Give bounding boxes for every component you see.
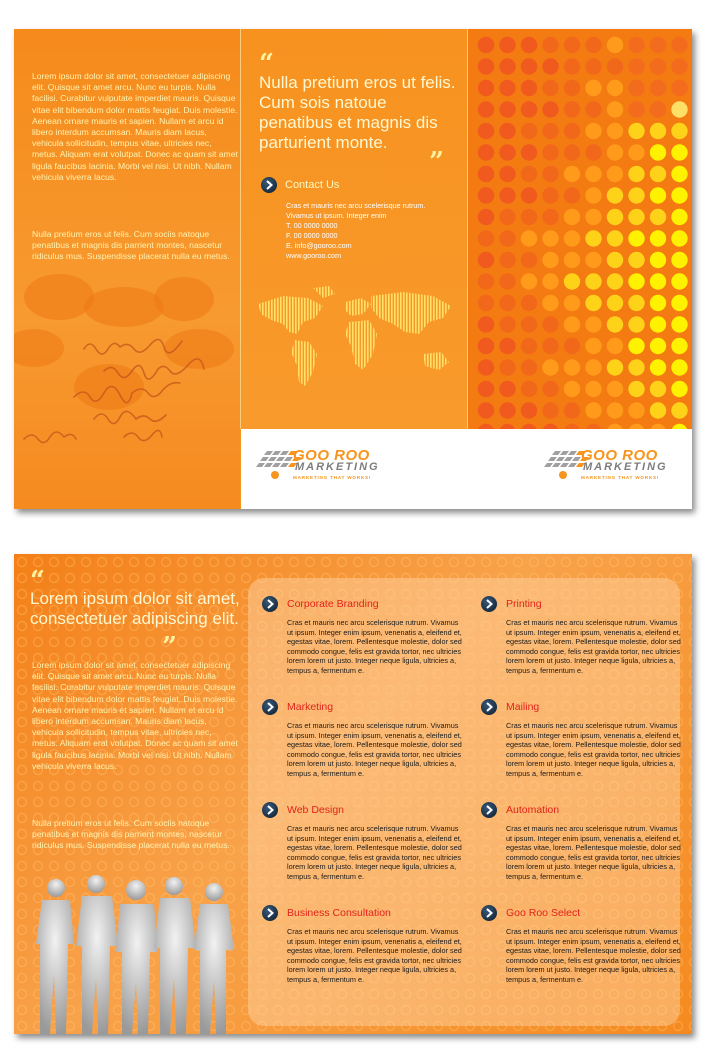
email-address: E. info@gooroo.com [286, 241, 352, 250]
decor-dot [521, 273, 537, 289]
decor-dot [585, 338, 601, 354]
decor-dot [478, 338, 494, 354]
decor-dot [628, 166, 644, 182]
decor-dot [585, 144, 601, 160]
service-title: Business Consultation [287, 907, 391, 919]
decor-dot [478, 187, 494, 203]
decor-dot [478, 230, 494, 246]
contact-details [286, 201, 466, 261]
service-description: Cras et mauris nec arcu scelerisque rutrum. Vivamus ut ipsum. Integer enim ipsum, venenatis a, eleifend et, egestas vitae, lorem. Pellentesque molestie, dolor sed commodo congue, felis est gravida tortor, nec ultricies lorem lorem ut justo. Integer neque ligula, ultricies a, tempus a, fermentum e. [287, 618, 462, 675]
decor-dot [521, 37, 537, 53]
decor-dot [607, 209, 623, 225]
decor-dot [521, 80, 537, 96]
decor-dot [564, 252, 580, 268]
decor-dot [585, 37, 601, 53]
website-url: www.gooroo.com [286, 251, 342, 260]
decor-dot [564, 359, 580, 375]
decor-dot [607, 273, 623, 289]
decor-dot [585, 316, 601, 332]
decor-dot [499, 187, 515, 203]
decor-dot [564, 316, 580, 332]
decor-dot [521, 166, 537, 182]
decor-dot [478, 252, 494, 268]
decor-dot [671, 295, 687, 311]
decor-dot [650, 101, 666, 117]
phone-number: T. 00 0000 0000 [286, 221, 338, 230]
decor-dot [542, 37, 558, 53]
decor-dot [478, 58, 494, 74]
decor-dot [499, 316, 515, 332]
decor-dot [542, 295, 558, 311]
service-title: Printing [506, 598, 542, 610]
close-quote-mark: ” [429, 147, 444, 177]
open-quote-mark: “ [259, 49, 274, 79]
decor-dot [564, 58, 580, 74]
decor-dot [564, 166, 580, 182]
decor-dot [650, 187, 666, 203]
decor-dot [564, 37, 580, 53]
company-logo [541, 447, 691, 487]
logo-tagline: MARKETING THAT WORKS! [581, 475, 660, 480]
decor-dot [542, 144, 558, 160]
decor-dot [650, 295, 666, 311]
decor-dot [542, 80, 558, 96]
decor-dot [650, 316, 666, 332]
logo-subtitle: MARKETING [583, 461, 668, 473]
panel-left [14, 29, 240, 509]
decor-dot [585, 381, 601, 397]
decor-dot [521, 123, 537, 139]
decor-dot [650, 252, 666, 268]
decor-dot [628, 144, 644, 160]
decor-dot [585, 80, 601, 96]
decor-dot [671, 80, 687, 96]
decor-dot [564, 273, 580, 289]
decor-dot [650, 37, 666, 53]
decor-dot [650, 209, 666, 225]
company-logo [253, 447, 403, 487]
decor-dot [671, 123, 687, 139]
decor-dot [499, 252, 515, 268]
decor-dot [650, 80, 666, 96]
service-title: Mailing [506, 701, 540, 713]
decor-dot [564, 144, 580, 160]
decor-dot [542, 101, 558, 117]
decor-dot [564, 187, 580, 203]
decor-dot [671, 273, 687, 289]
decor-dot [542, 187, 558, 203]
decor-dot [671, 101, 687, 117]
decor-dot [628, 381, 644, 397]
decor-dot [499, 209, 515, 225]
decor-dot [628, 187, 644, 203]
decor-dot [478, 37, 494, 53]
decor-dot [499, 123, 515, 139]
decor-dot [499, 338, 515, 354]
arrow-right-icon [262, 802, 278, 818]
decor-dot [650, 58, 666, 74]
decor-dot [671, 166, 687, 182]
handwriting-decoration-icon [14, 309, 240, 449]
decor-dot [585, 230, 601, 246]
decor-dot [628, 123, 644, 139]
service-title: Automation [506, 804, 560, 816]
decor-dot [521, 187, 537, 203]
decor-dot [671, 402, 687, 418]
decor-dot [499, 80, 515, 96]
decor-dot [607, 252, 623, 268]
decor-dot [564, 209, 580, 225]
decor-dot [478, 359, 494, 375]
close-quote-mark: ” [162, 632, 177, 662]
decor-dot [499, 295, 515, 311]
decor-dot [564, 101, 580, 117]
decor-dot [478, 381, 494, 397]
service-description: Cras et mauris nec arcu scelerisque rutrum. Vivamus ut ipsum. Integer enim ipsum, venenatis a, eleifend et, egestas vitae, lorem. Pellentesque molestie, dolor sed commodo congue, felis est gravida tortor, nec ultricies lorem lorem ut justo. Integer neque ligula, ultricies a, tempus a, fermentum e. [506, 721, 681, 778]
decor-dot [499, 166, 515, 182]
decor-dot [671, 209, 687, 225]
decor-dot [607, 187, 623, 203]
decor-dot [499, 402, 515, 418]
pull-quote: Nulla pretium eros ut felis. Cum sois natoue penatibus et magnis dis parturient monte. [259, 73, 456, 152]
decor-dot [521, 359, 537, 375]
decor-dot [671, 37, 687, 53]
decor-dot [585, 123, 601, 139]
intro-paragraph: Lorem ipsum dolor sit amet, consectetuer adipiscing elit. Quisque sit amet arcu. Nunc eu turpis. Nulla facilisi. Curabitur vulputate imperdiet mauris. Quisque vitae elit bibendum dolor mattis feugiat. Duis molestie. Aenean ornare mauris et sapien. Nullam et arcu id libero interdum accumsan. Mauris diam lacus, vehicula sollicitudin, tempus vitae, ultricies nec, metus. Aliquam erat volutpat. Donec ac quam sit amet ligula faucibus lacinia. Morbi vel nisi. Ut nibh. Nullam vehicula viverra lacus. [32, 71, 238, 182]
decor-dot [628, 338, 644, 354]
decor-dot [628, 359, 644, 375]
decor-dot [564, 295, 580, 311]
decor-dot [564, 80, 580, 96]
decor-dot [521, 338, 537, 354]
decor-dot [650, 123, 666, 139]
decor-dot [650, 359, 666, 375]
decor-dot [521, 58, 537, 74]
decor-dot [607, 166, 623, 182]
contact-line: Cras et mauris nec arcu scelerisque rutrum. [286, 201, 426, 210]
decor-dot [542, 209, 558, 225]
decor-dot [628, 58, 644, 74]
decor-dot [564, 123, 580, 139]
service-title: Corporate Branding [287, 598, 379, 610]
decor-dot [671, 144, 687, 160]
decor-dot [521, 402, 537, 418]
decor-dot [650, 144, 666, 160]
decor-dot [671, 187, 687, 203]
service-description: Cras et mauris nec arcu scelerisque rutrum. Vivamus ut ipsum. Integer enim ipsum, venenatis a, eleifend et, egestas vitae, lorem. Pellentesque molestie, dolor sed commodo congue, felis est gravida tortor, nec ultricies lorem lorem ut justo. Integer neque ligula, ultricies a, tempus a, fermentum e. [506, 618, 681, 675]
decor-dot [478, 209, 494, 225]
decor-dot [607, 295, 623, 311]
secondary-paragraph: Nulla pretium eros ut felis. Cum sociis natoque penatibus et magnis dis parrient montes, nascetur ridiculus mus. Suspendisse placerat nulla eu metus. [32, 818, 230, 851]
decor-dot [585, 166, 601, 182]
decor-dot [585, 209, 601, 225]
brochure-outside [14, 29, 692, 509]
decor-dot [542, 230, 558, 246]
decor-dot [650, 402, 666, 418]
decor-dot [499, 37, 515, 53]
arrow-right-icon [262, 699, 278, 715]
decor-dot [607, 144, 623, 160]
decor-dot [564, 230, 580, 246]
decor-dot [607, 338, 623, 354]
service-description: Cras et mauris nec arcu scelerisque rutrum. Vivamus ut ipsum. Integer enim ipsum, venenatis a, eleifend et, egestas vitae, lorem. Pellentesque molestie, dolor sed commodo congue, felis est gravida tortor, nec ultricies lorem lorem ut justo. Integer neque ligula, ultricies a, tempus a, fermentum e. [287, 824, 462, 881]
decor-dot [478, 101, 494, 117]
logo-strip [241, 429, 692, 509]
decor-dot [542, 166, 558, 182]
world-map-icon [253, 284, 463, 394]
decor-dot [585, 187, 601, 203]
dot-pattern-icon [468, 29, 692, 429]
decor-dot [542, 123, 558, 139]
decor-dot [478, 295, 494, 311]
decor-dot [542, 58, 558, 74]
service-description: Cras et mauris nec arcu scelerisque rutrum. Vivamus ut ipsum. Integer enim ipsum, venenatis a, eleifend et, egestas vitae, lorem. Pellentesque molestie, dolor sed commodo congue, felis est gravida tortor, nec ultricies lorem lorem ut justo. Integer neque ligula, ultricies a, tempus a, fermentum e. [287, 721, 462, 778]
decor-dot [671, 359, 687, 375]
decor-dot [585, 101, 601, 117]
decor-dot [499, 230, 515, 246]
decor-dot [521, 209, 537, 225]
decor-dot [628, 37, 644, 53]
headline-quote: Lorem ipsum dolor sit amet, consectetuer adipiscing elit. [30, 589, 240, 628]
decor-dot [607, 402, 623, 418]
logo-tagline: MARKETING THAT WORKS! [293, 475, 372, 480]
decor-dot [521, 381, 537, 397]
decor-dot [542, 381, 558, 397]
contact-heading: Contact Us [285, 179, 340, 191]
decor-dot [628, 402, 644, 418]
arrow-right-icon [262, 905, 278, 921]
decor-dot [628, 295, 644, 311]
logo-name: GOO ROO [293, 447, 370, 464]
decor-dot [650, 166, 666, 182]
decor-dot [499, 58, 515, 74]
service-title: Web Design [287, 804, 345, 816]
decor-dot [585, 252, 601, 268]
decor-dot [607, 80, 623, 96]
service-title: Marketing [287, 701, 334, 713]
arrow-right-icon [481, 699, 497, 715]
decor-dot [585, 359, 601, 375]
service-description: Cras et mauris nec arcu scelerisque rutrum. Vivamus ut ipsum. Integer enim ipsum, venenatis a, eleifend et, egestas vitae, lorem. Pellentesque molestie, dolor sed commodo congue, felis est gravida tortor, nec ultricies lorem lorem ut justo. Integer neque ligula, ultricies a, tempus a, fermentum e. [287, 927, 462, 984]
decor-dot [478, 402, 494, 418]
decor-dot [650, 338, 666, 354]
decor-dot [564, 381, 580, 397]
decor-dot [650, 273, 666, 289]
decor-dot [585, 58, 601, 74]
decor-dot [542, 338, 558, 354]
service-description: Cras et mauris nec arcu scelerisque rutrum. Vivamus ut ipsum. Integer enim ipsum, venenatis a, eleifend et, egestas vitae, lorem. Pellentesque molestie, dolor sed commodo congue, felis est gravida tortor, nec ultricies lorem lorem ut justo. Integer neque ligula, ultricies a, tempus a, fermentum e. [506, 824, 681, 881]
decor-dot [564, 338, 580, 354]
decor-dot [521, 230, 537, 246]
decor-dot [542, 402, 558, 418]
decor-dot [628, 101, 644, 117]
people-silhouette-icon [28, 874, 248, 1034]
fax-number: F. 00 0000 0000 [286, 231, 338, 240]
decor-dot [542, 252, 558, 268]
decor-dot [542, 359, 558, 375]
secondary-paragraph: Nulla pretium eros ut felis. Cum sociis natoque penatibus et magnis dis parrient montes, nascetur ridiculus mus. Suspendisse placerat nulla eu metus. [32, 229, 230, 262]
decor-dot [607, 101, 623, 117]
decor-dot [478, 123, 494, 139]
decor-dot [478, 80, 494, 96]
decor-dot [478, 166, 494, 182]
decor-dot [671, 316, 687, 332]
decor-dot [499, 381, 515, 397]
decor-dot [564, 402, 580, 418]
contact-line: Vivamus ut ipsum. Integer enim [286, 211, 387, 220]
decor-dot [671, 381, 687, 397]
decor-dot [607, 381, 623, 397]
decor-dot [499, 359, 515, 375]
service-description: Cras et mauris nec arcu scelerisque rutrum. Vivamus ut ipsum. Integer enim ipsum, venenatis a, eleifend et, egestas vitae, lorem. Pellentesque molestie, dolor sed commodo congue, felis est gravida tortor, nec ultricies lorem lorem ut justo. Integer neque ligula, ultricies a, tempus a, fermentum e. [506, 927, 681, 984]
decor-dot [650, 230, 666, 246]
decor-dot [671, 58, 687, 74]
decor-dot [607, 123, 623, 139]
decor-dot [671, 252, 687, 268]
decor-dot [521, 295, 537, 311]
decor-dot [585, 295, 601, 311]
decor-dot [671, 230, 687, 246]
decor-dot [650, 381, 666, 397]
open-quote-mark: “ [30, 566, 45, 596]
decor-dot [628, 316, 644, 332]
intro-paragraph: Lorem ipsum dolor sit amet, consectetuer adipiscing elit. Quisque sit amet arcu. Nunc eu turpis. Nulla facilisi. Curabitur vulputate imperdiet mauris. Quisque vitae elit bibendum dolor mattis feugiat. Duis molestie. Aenean ornare mauris et sapien. Nullam et arcu id libero interdum accumsan. Mauris diam lacus, vehicula sollicitudin, tempus vitae, ultricies nec, metus. Aliquam erat volutpat. Donec ac quam sit amet ligula faucibus lacinia. Morbi vel nisi. Ut nibh. Nullam vehicula viverra lacus. [32, 660, 238, 771]
decor-dot [585, 402, 601, 418]
decor-dot [542, 273, 558, 289]
decor-dot [585, 273, 601, 289]
decor-dot [499, 144, 515, 160]
decor-dot [628, 230, 644, 246]
decor-dot [607, 230, 623, 246]
decor-dot [499, 273, 515, 289]
decor-dot [478, 316, 494, 332]
decor-dot [521, 252, 537, 268]
decor-dot [478, 273, 494, 289]
logo-name: GOO ROO [581, 447, 658, 464]
service-title: Goo Roo Select [506, 907, 581, 919]
decor-dot [521, 316, 537, 332]
decor-dot [542, 316, 558, 332]
decor-dot [607, 359, 623, 375]
decor-dot [628, 252, 644, 268]
decor-dot [671, 338, 687, 354]
decor-dot [521, 144, 537, 160]
arrow-right-icon [481, 596, 497, 612]
arrow-right-icon [481, 905, 497, 921]
brochure-inside [14, 554, 692, 1034]
decor-dot [628, 273, 644, 289]
arrow-right-icon [262, 596, 278, 612]
decor-dot [607, 316, 623, 332]
arrow-right-icon [261, 177, 277, 193]
arrow-right-icon [481, 802, 497, 818]
decor-dot [607, 58, 623, 74]
decor-dot [628, 209, 644, 225]
decor-dot [521, 101, 537, 117]
decor-dot [478, 144, 494, 160]
decor-dot [628, 80, 644, 96]
decor-dot [499, 101, 515, 117]
decor-dot [607, 37, 623, 53]
logo-subtitle: MARKETING [295, 461, 380, 473]
